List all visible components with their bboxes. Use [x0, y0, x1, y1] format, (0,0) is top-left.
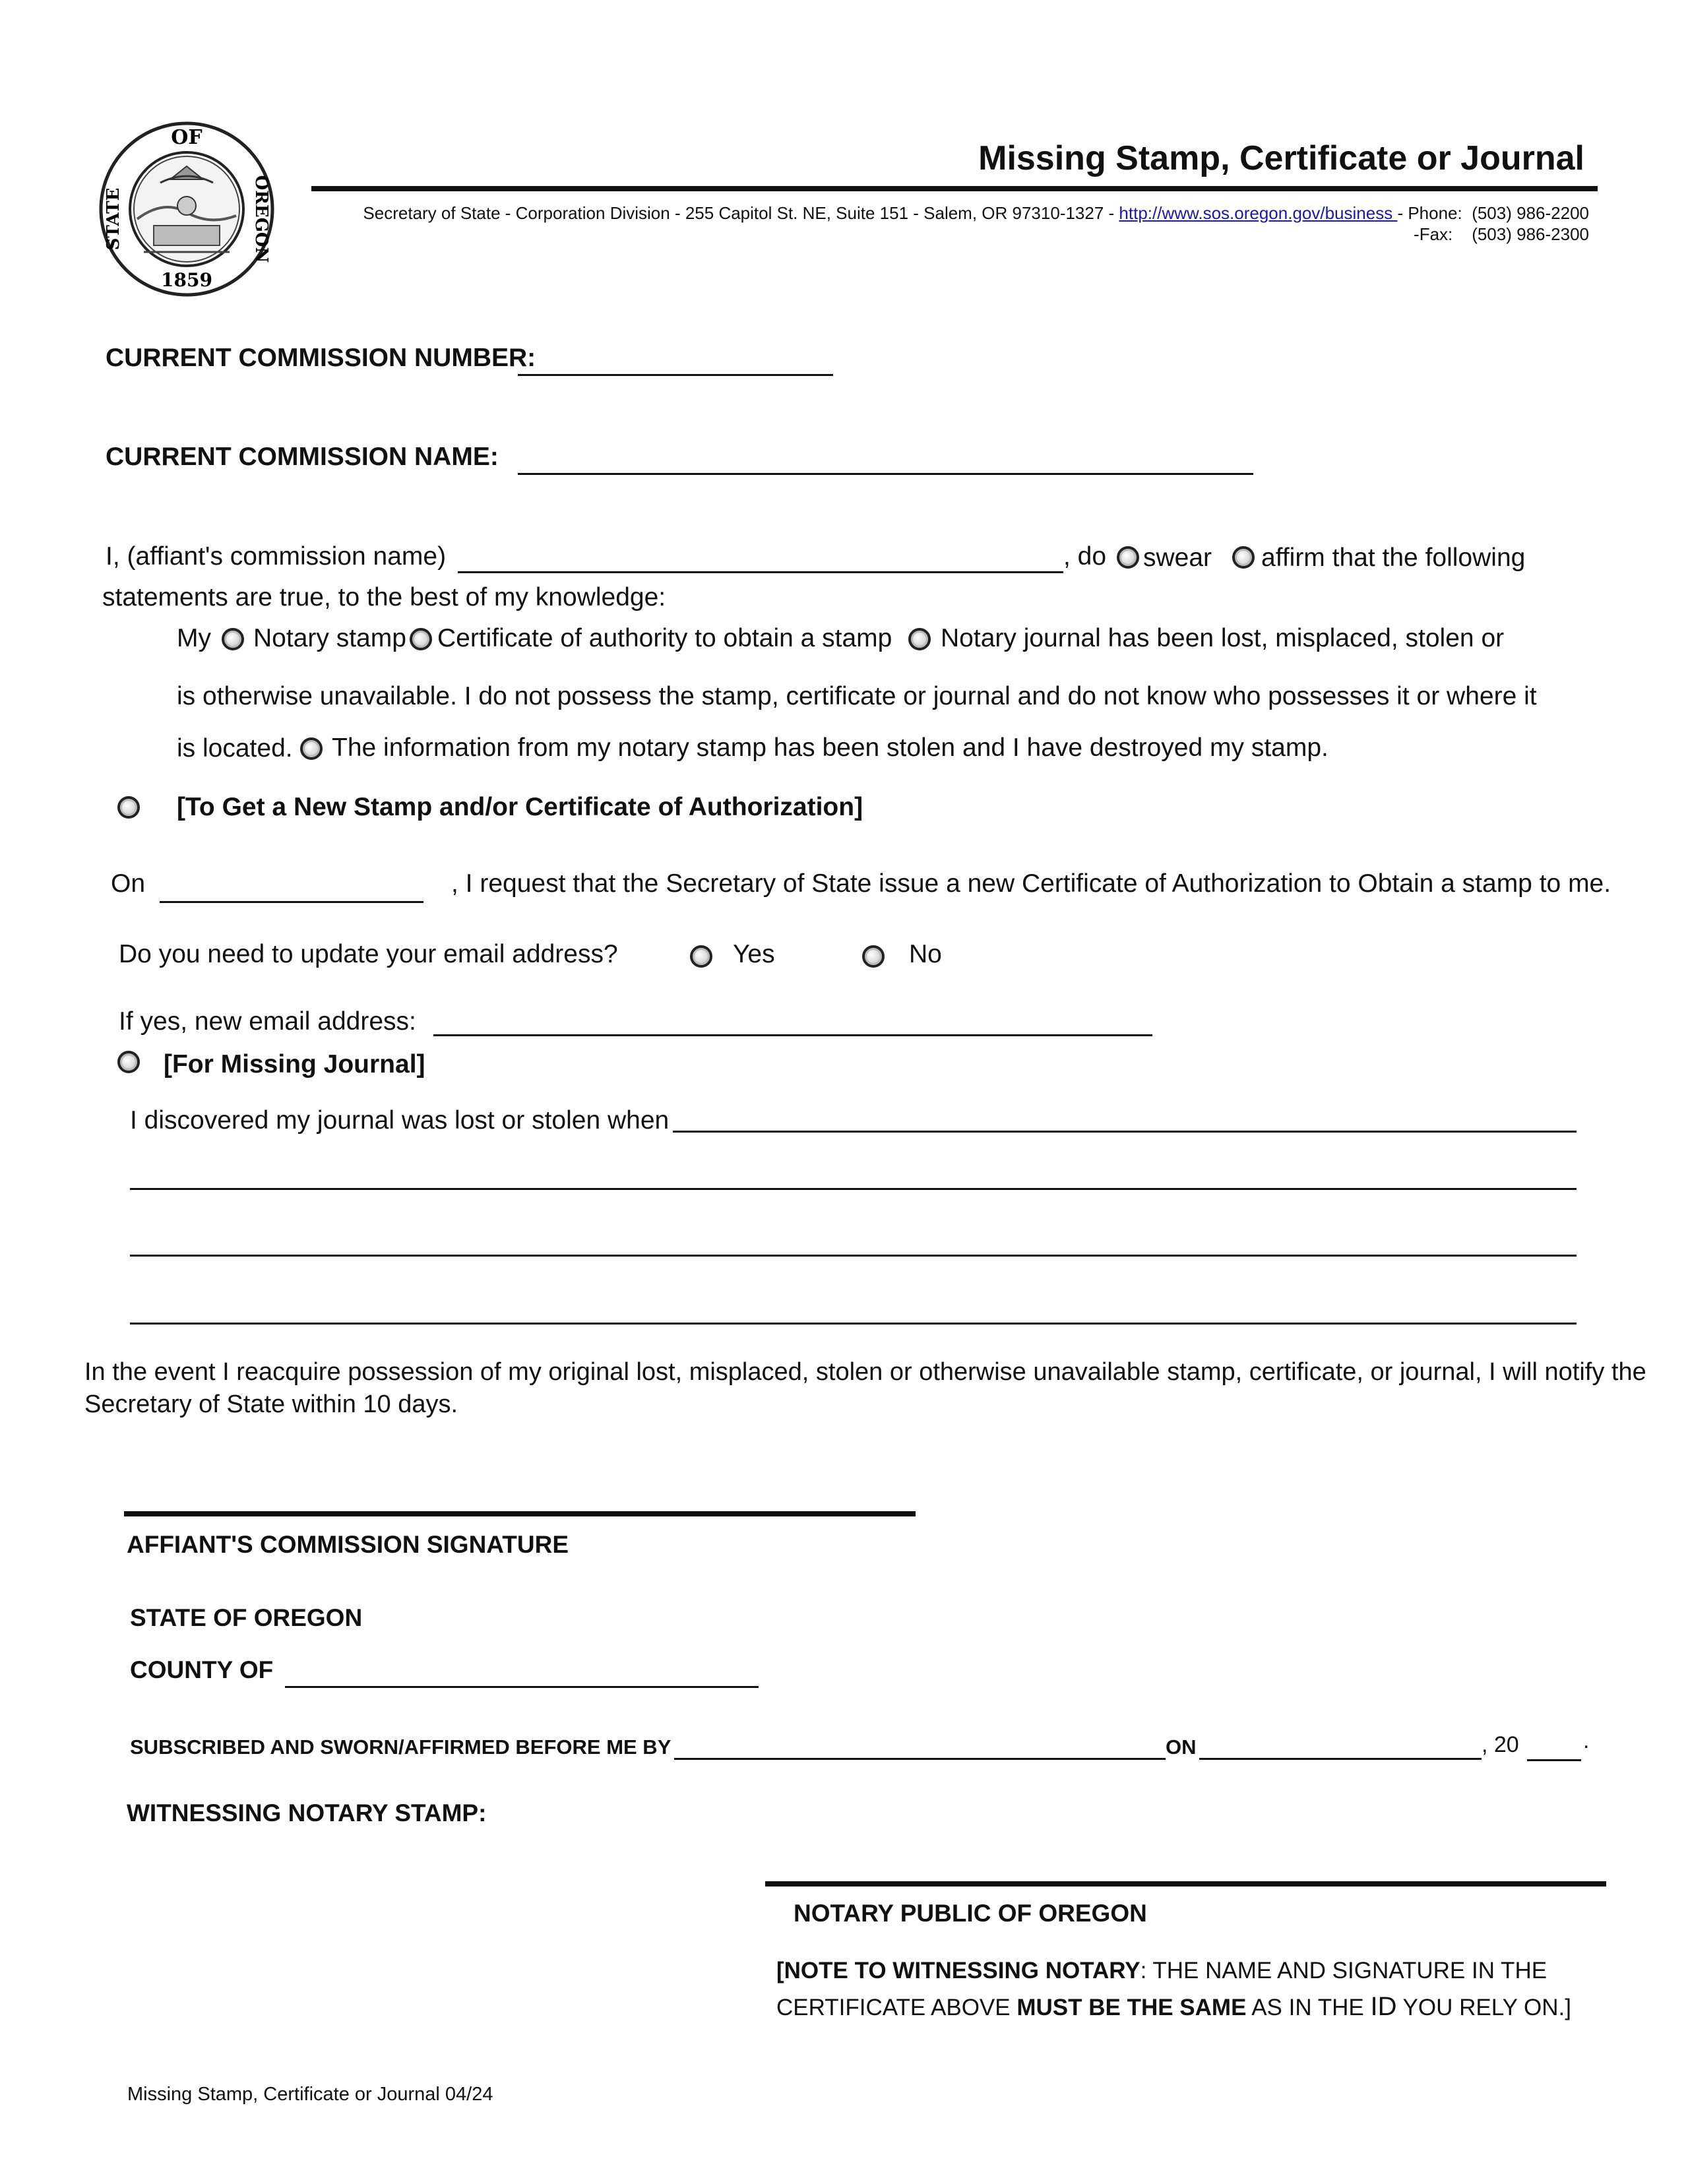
- state-seal: [98, 120, 276, 298]
- discovered-line-2[interactable]: [130, 1188, 1577, 1190]
- note-line-1: [776, 1958, 1547, 1984]
- notary-signature-field[interactable]: [765, 1881, 1606, 1887]
- state-label: STATE OF OREGON: [130, 1604, 363, 1631]
- commission-number-label: CURRENT COMMISSION NUMBER:: [106, 344, 536, 372]
- header-fax: [1414, 224, 1589, 245]
- commission-name-label: CURRENT COMMISSION NAME:: [106, 443, 499, 471]
- note-open-bracket: [: [776, 1958, 784, 1983]
- notary-stamp-radio[interactable]: [222, 628, 244, 650]
- reacquire-line-2: Secretary of State within 10 days.: [84, 1390, 458, 1418]
- request-text: , I request that the Secretary of State issue a new Certificate of Authorization to Obtain a stamp to me.: [451, 869, 1611, 898]
- affiant-name-field[interactable]: [458, 571, 1063, 573]
- new-stamp-heading: [To Get a New Stamp and/or Certificate of Authorization]: [177, 793, 863, 821]
- note-text-2a: CERTIFICATE ABOVE: [776, 1995, 1017, 2020]
- subscribed-by-field[interactable]: [674, 1758, 1166, 1760]
- affiant-signature-label: AFFIANT'S COMMISSION SIGNATURE: [127, 1531, 569, 1558]
- seal-year: 1859: [161, 269, 212, 291]
- discovered-line-4[interactable]: [130, 1323, 1577, 1325]
- on-label: On: [111, 869, 146, 898]
- notary-public-label: NOTARY PUBLIC OF OREGON: [794, 1900, 1147, 1927]
- request-date-field[interactable]: [160, 901, 423, 903]
- swear-radio[interactable]: [1117, 546, 1139, 569]
- address-text: Secretary of State - Corporation Division - 255 Capitol St. NE, Suite 151 - Salem, OR 97310-1327 -: [363, 203, 1119, 223]
- county-label: COUNTY OF: [130, 1656, 274, 1683]
- affiant-name-label: I, (affiant's commission name): [106, 542, 447, 571]
- discovered-label: I discovered my journal was lost or stolen when: [130, 1106, 670, 1135]
- new-stamp-radio[interactable]: [117, 796, 140, 819]
- statements-text: statements are true, to the best of my knowledge:: [102, 583, 666, 611]
- affiant-signature-field[interactable]: [124, 1511, 916, 1516]
- new-email-field[interactable]: [433, 1034, 1152, 1036]
- affirm-radio[interactable]: [1232, 546, 1255, 569]
- notary-stamp-label: Notary stamp: [253, 624, 406, 652]
- header-contact: [363, 203, 1589, 224]
- email-yes-radio[interactable]: [690, 945, 712, 968]
- email-question: Do you need to update your email address?: [119, 940, 618, 968]
- witness-stamp-label: WITNESSING NOTARY STAMP:: [127, 1799, 487, 1826]
- email-no-radio[interactable]: [862, 945, 885, 968]
- certificate-label: Certificate of authority to obtain a stamp: [437, 624, 892, 652]
- affirm-label: affirm that the following: [1261, 544, 1526, 572]
- notary-journal-radio[interactable]: [908, 628, 931, 650]
- notary-journal-label: Notary journal has been lost, misplaced, stolen or: [941, 624, 1505, 652]
- seal-right-text: OREGON: [251, 175, 271, 263]
- note-heading: NOTE TO WITNESSING NOTARY: [784, 1958, 1141, 1983]
- note-line-2: [776, 1992, 1571, 2022]
- do-text: , do: [1063, 542, 1107, 571]
- commission-name-field[interactable]: [518, 473, 1253, 475]
- email-yes-label: Yes: [733, 940, 775, 968]
- seal-left-text: STATE: [104, 187, 123, 251]
- missing-journal-heading: [For Missing Journal]: [164, 1050, 425, 1078]
- subscribed-date-field[interactable]: [1199, 1758, 1482, 1760]
- note-text-2c: YOU RELY ON.]: [1396, 1995, 1571, 2020]
- email-no-label: No: [909, 940, 942, 968]
- note-emphasis: MUST BE THE SAME: [1016, 1995, 1247, 2020]
- discovered-line-3[interactable]: [130, 1255, 1577, 1257]
- year-period: .: [1583, 1728, 1590, 1753]
- commission-number-field[interactable]: [518, 374, 833, 376]
- page-title: Missing Stamp, Certificate or Journal: [978, 139, 1584, 177]
- note-text-2b: AS IN THE: [1246, 1995, 1371, 2020]
- note-id: ID: [1370, 1992, 1397, 2021]
- footer-text: Missing Stamp, Certificate or Journal 04/24: [127, 2084, 493, 2105]
- missing-journal-radio[interactable]: [117, 1051, 140, 1073]
- new-email-label: If yes, new email address:: [119, 1007, 416, 1036]
- year-prefix: , 20: [1482, 1732, 1519, 1757]
- certificate-radio[interactable]: [410, 628, 432, 650]
- fax-number: (503) 986-2300: [1472, 224, 1589, 244]
- title-rule: [311, 186, 1598, 191]
- county-field[interactable]: [285, 1686, 759, 1688]
- discovered-line-1[interactable]: [673, 1131, 1577, 1133]
- seal-top-text: OF: [171, 126, 203, 149]
- website-link[interactable]: http://www.sos.oregon.gov/business: [1119, 203, 1398, 223]
- phone-number: (503) 986-2200: [1472, 203, 1589, 223]
- phone-label: - Phone:: [1397, 203, 1462, 223]
- swear-label: swear: [1143, 544, 1212, 572]
- located-text: is located.: [177, 734, 293, 763]
- subscribed-on-label: ON: [1166, 1735, 1197, 1759]
- note-text-1: : THE NAME AND SIGNATURE IN THE: [1140, 1958, 1547, 1983]
- stamp-info-stolen-label: The information from my notary stamp has been stolen and I have destroyed my stamp.: [332, 733, 1329, 762]
- unavailable-text: is otherwise unavailable. I do not possess the stamp, certificate or journal and do not know who possesses it or where it: [177, 682, 1537, 710]
- stamp-info-stolen-radio[interactable]: [300, 737, 323, 760]
- subscribed-label: SUBSCRIBED AND SWORN/AFFIRMED BEFORE ME BY: [130, 1735, 672, 1759]
- year-field[interactable]: [1527, 1759, 1581, 1761]
- my-text: My: [177, 624, 211, 652]
- fax-label: -Fax:: [1414, 224, 1453, 244]
- reacquire-line-1: In the event I reacquire possession of my original lost, misplaced, stolen or otherwise unavailable stamp, certificate, or journal, I will notify the: [84, 1358, 1646, 1386]
